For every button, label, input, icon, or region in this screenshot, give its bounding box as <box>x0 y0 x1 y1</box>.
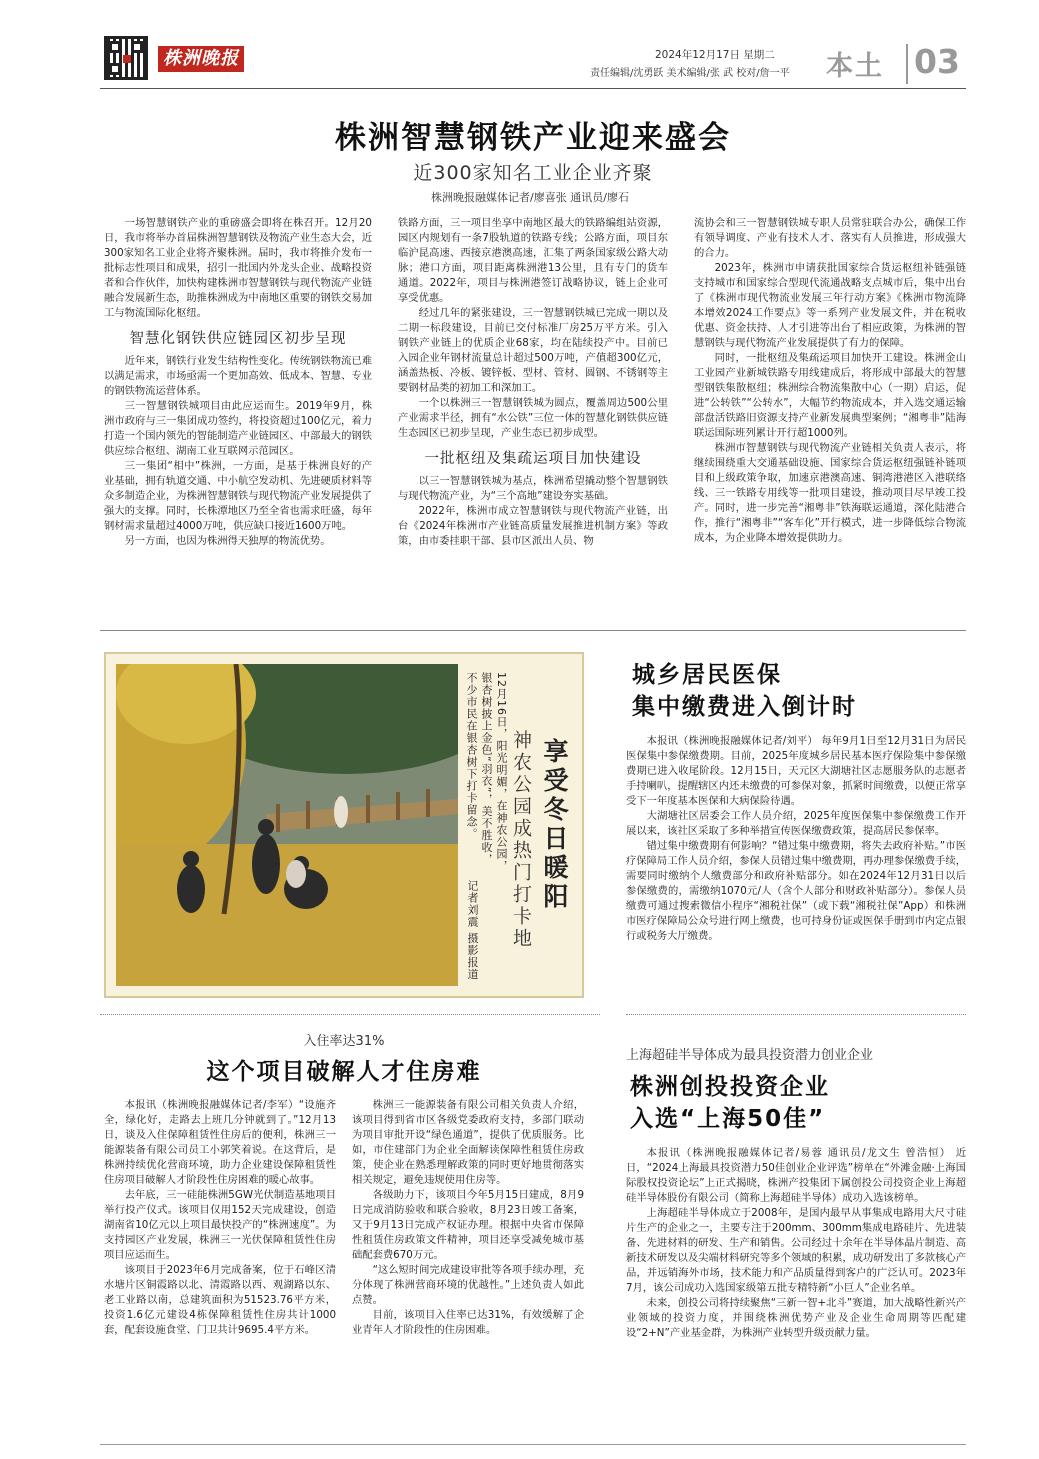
paragraph: 铁路方面，三一项目坐享中南地区最大的铁路编组站资源，园区内规划有一条7股轨道的铁路专线；公路方面，项目东临沪昆高速、西接京港澳高速，汇集了两条国家级公路大动脉；港口方面，项目距离株洲港13公里，且有专门的货车通道。2022年，项目与株洲港签订战略协议，链上企业可享受优惠。 <box>398 217 668 304</box>
paragraph: 上海超硅半导体成立于2008年，是国内最早从事集成电路用大尺寸硅片生产的企业之一，主要专注于200mm、300mm集成电路硅片、先进装备、先进材料的研发、生产和销售。公司经过十余年在半导体晶片制造、高新技术研发以及尖端材料研究等多个领域的积累，成功研发出了多款核心产品，并远销海外市场，技术能力和产品质量得到客户的广泛认可。2023年7月，该公司成功入选国家级第五批专精特新“小巨人”企业名单。 <box>626 1207 966 1294</box>
photo-credit: 记者刘震 摄影报道 <box>466 880 479 981</box>
paragraph: 流协会和三一智慧钢铁城专职人员常驻联合办公，确保工作有领导调度、产业有技术人才、落实有人员推进，形成强大的合力。 <box>694 217 966 259</box>
page-number: 03 <box>914 42 960 81</box>
housing-title: 这个项目破解人才住房难 <box>206 1059 482 1085</box>
photo-caption: 12月16日，阳光明媚，在神农公园，银杏树披上金色“羽衣”，美不胜收，不少市民在银杏树下打卡留念。 <box>465 672 508 872</box>
photo-title: 享受冬日暖阳 <box>540 738 569 912</box>
paragraph: 近年来，钢铁行业发生结构性变化。传统钢铁物流已难以满足需求，市场亟需一个更加高效、低成本、智慧、专业的钢铁物流运营体系。 <box>104 355 372 397</box>
paragraph: 一场智慧钢铁产业的重磅盛会即将在株召开。12月20日，我市将举办首届株洲智慧钢铁及物流产业生态大会，近300家知名工业企业将齐聚株洲。届时，我市将推介发布一批标志性项目和成果，招引一批国内外龙头企业、战略投资者和合作伙伴，加快构建株洲市智慧钢铁与现代物流产业链融合发展新生态，助推株洲成为中南地区重要的钢铁交易加工与物流国际化枢纽。 <box>104 217 372 319</box>
section-heading: 智慧化钢铁供应链园区初步呈现 <box>129 331 347 347</box>
issue-date: 2024年12月17日 星期二 <box>655 49 775 61</box>
housing-column-2 <box>352 1098 584 1438</box>
medical-title-line2: 集中缴费进入倒计时 <box>632 694 857 720</box>
masthead-rule <box>100 88 966 89</box>
venture-body <box>626 1146 966 1438</box>
paragraph: 2022年，株洲市成立智慧钢铁与现代物流产业链，出台《2024年株洲市产业链高质量发展推进机制方案》等政策，由市委挂职干部、县市区派出人员、物 <box>398 505 668 547</box>
paragraph: “这么短时间完成建设审批等各项手续办理，充分体现了株洲营商环境的优越性。”上述负责人如此点赞。 <box>352 1264 584 1306</box>
paragraph: 该项目于2023年6月完成备案，位于石峰区清水塘片区铜霞路以北、清霞路以西、观湖路以东、老工业路以南，总建筑面积为51523.76平方米，投资1.6亿元建设4栋保障租赁性住房共计1000套，配套设施食堂、门卫共计9695.4平方米。 <box>104 1264 336 1336</box>
paragraph: 一个以株洲三一智慧钢铁城为圆点，覆盖周边500公里产业需求半径，拥有“水公铁”三位一体的智慧化钢铁供应链生态园区已初步呈现，产业生态已初步成型。 <box>398 397 668 439</box>
section-divider <box>906 44 908 84</box>
lead-column-1 <box>104 216 372 612</box>
paragraph: 经过几年的紧张建设，三一智慧钢铁城已完成一期以及二期一标段建设，目前已交付标准厂房25万平方米。引入钢铁产业链上的优质企业68家，均在陆续投产中。目前已入园企业年钢材流量总计超过500万吨，产值超300亿元，涵盖热板、冷板、镀锌板、型材、管材、圆钢、不锈钢等主要钢材品类的初加工和深加工。 <box>398 307 668 394</box>
paragraph: 本报讯（株洲晚报融媒体记者/刘平） 每年9月1日至12月31日为居民医保集中参保缴费期。目前，2025年度城乡居民基本医疗保险集中参保缴费期已进入收尾阶段。12月15日，天元区大湖塘社区志愿服务队的志愿者手持喇叭，提醒辖区内还未缴费的可参保对象，抓紧时间缴费，以便正常享受下一年度基本医保和大病保险待遇。 <box>626 735 966 807</box>
venture-title-line1: 株洲创投投资企业 <box>630 1074 830 1100</box>
paragraph: 三一集团“相中”株洲，一方面，是基于株洲良好的产业基础，拥有轨道交通、中小航空发动机、先进硬质材料等众多制造企业，为株洲智慧钢铁与现代物流产业发展提供了强大的支撑。同时，长株潭地区乃至全省也需求旺盛，每年钢材需求量超过4000万吨，供应缺口接近1600万吨。 <box>104 460 372 532</box>
section-heading: 一批枢纽及集疏运项目加快建设 <box>424 451 642 467</box>
paragraph: 本报讯（株洲晚报融媒体记者/李军）“设施齐全，绿化好，走路去上班几分钟就到了。”12月13日，谈及入住保障租赁性住房后的便利，株洲三一能源装备有限公司员工小郭笑着说。在这背后，是株洲持续优化营商环境，助力企业建设保障租赁性住房项目破解人才阶段性住房困难的暖心故事。 <box>104 1099 336 1186</box>
park-photo <box>116 664 458 986</box>
medical-body <box>626 734 966 1004</box>
paragraph: 目前，该项目入住率已达31%，有效缓解了企业青年人才阶段性的住房困难。 <box>352 1309 584 1336</box>
editors-line: 责任编辑/沈勇跃 美术编辑/张 武 校对/詹一平 <box>590 68 790 79</box>
paragraph: 另一方面，也因为株洲得天独厚的物流优势。 <box>124 535 331 547</box>
qr-code <box>104 36 148 80</box>
housing-kicker: 入住率达31% <box>303 1034 385 1049</box>
medical-title-line1: 城乡居民医保 <box>632 662 782 688</box>
paragraph: 2023年，株洲市申请获批国家综合货运枢纽补链强链支持城市和国家综合型现代流通战略支点城市后，集中出台了《株洲市现代物流业发展三年行动方案》《株洲市物流降本增效2024工作要点》等一系列产业发展文件，并在税收优惠、资金扶持、人才引进等出台了相应政策，为株洲的智慧钢铁与现代物流产业发展提供了有力的保障。 <box>694 262 966 349</box>
paragraph: 株洲市智慧钢铁与现代物流产业链相关负责人表示，将继续围绕重大交通基础设施、国家综合货运枢纽强链补链项目和上级政策争取，加速京港澳高速、铜湾港港区入港联络线、三一铁路专用线等一批项目建设，推动项目尽早竣工投产。同时，进一步完善“湘粤非”铁海联运通道，深化陆港合作，推行“湘粤非”“客车化”开行模式，进一步降低综合物流成本，为企业降本增效提供助力。 <box>694 442 966 544</box>
paragraph: 以三一智慧钢铁城为基点，株洲希望撬动整个智慧钢铁与现代物流产业，为“三个高地”建设夯实基础。 <box>398 475 668 502</box>
lead-subtitle: 近300家知名工业企业齐聚 <box>413 162 653 184</box>
newspaper-logo: 株洲晚报 <box>158 46 244 72</box>
paragraph: 同时，一批枢纽及集疏运项目加快开工建设。株洲金山工业园产业新城铁路专用线建成后，将形成中部最大的智慧型钢铁集散枢纽；株洲综合物流集散中心（一期）启运，促进“公转铁”“公转水”，大幅节约物流成本，并入选交通运输部盘活铁路旧资源支持产业新发展典型案例；“湘粤非”陆海联运国际班列累计开行超1000列。 <box>694 352 966 439</box>
paragraph: 三一智慧钢铁城项目由此应运而生。2019年9月，株洲市政府与三一集团成功签约，将投资超过100亿元，着力打造一个国内领先的智能制造产业链园区、中部最大的钢铁供应综合枢纽、湖南工业互联网示范园区。 <box>104 400 372 457</box>
paragraph: 未来，创投公司将持续聚焦“三新一智+北斗”赛道，加大战略性新兴产业领域的投资力度，并围绕株洲优势产业及企业生命周期等匹配建设“2+N”产业基金群，为株洲产业转型升级贡献力量。 <box>626 1297 966 1339</box>
photo-subtitle: 神农公园成热门打卡地 <box>510 730 532 950</box>
section-rule <box>100 1014 600 1015</box>
lead-column-2 <box>398 216 668 612</box>
section-rule <box>626 1014 966 1015</box>
section-name: 本土 <box>826 51 884 82</box>
paragraph: 本报讯（株洲晚报融媒体记者/易蓉 通讯员/龙文生 曾浩恒） 近日，“2024上海最具投资潜力50佳创业企业评选”榜单在“外滩金融·上海国际股权投资论坛”上正式揭晓，株洲产投集团下属创投公司投资企业上海超硅半导体股份有限公司（简称上海超硅半导体）成功入选该榜单。 <box>626 1147 966 1204</box>
lead-byline: 株洲晚报融媒体记者/廖喜张 通讯员/廖石 <box>431 191 629 204</box>
footer-rule <box>100 1444 966 1445</box>
paragraph: 错过集中缴费期有何影响？“错过集中缴费期，将失去政府补贴。”市医疗保障局工作人员介绍，参保人员错过集中缴费期，再办理参保缴费手续，需要同时缴纳个人缴费部分和政府补贴部分。如在2024年12月31日以后参保缴费的，需缴纳1070元/人（含个人部分和财政补贴部分）。参保人员缴费可通过搜索微信小程序“湘税社保”（或下载“湘税社保”App）和株洲市医疗保障局公众号进行网上缴费，也可持身份证或医保手册到市内定点银行或税务大厅缴费。 <box>626 840 966 942</box>
lead-title: 株洲智慧钢铁产业迎来盛会 <box>335 120 731 156</box>
venture-title-line2: 入选“上海50佳” <box>630 1106 826 1132</box>
paragraph: 去年底，三一硅能株洲5GW光伏制造基地项目举行投产仪式。该项目仅用152天完成建设，创造湖南省10亿元以上项目最快投产的“株洲速度”。为支持园区产业发展，株洲三一光伏保障租赁性住房项目应运而生。 <box>104 1189 336 1261</box>
venture-kicker: 上海超硅半导体成为最具投资潜力创业企业 <box>626 1048 874 1063</box>
paragraph: 大湖塘社区居委会工作人员介绍，2025年度医保集中参保缴费工作开展以来，该社区采取了多种举措宣传医保缴费政策，提高居民参保率。 <box>626 810 966 837</box>
lead-column-3 <box>694 216 966 612</box>
paragraph: 株洲三一能源装备有限公司相关负责人介绍，该项目得到省市区各级党委政府支持，多部门联动为项目审批开设“绿色通道”，提供了优质服务。比如，市住建部门为企业全面解读保障性租赁住房政策，使企业在熟悉理解政策的同时更好地贯彻落实相关规定，避免违规使用住房等。 <box>352 1099 584 1186</box>
section-rule <box>100 630 966 631</box>
housing-column-1 <box>104 1098 336 1438</box>
paragraph: 各级助力下，该项目今年5月15日建成，8月9日完成消防验收和联合验收，8月23日竣工备案，又于9月13日完成产权证办理。根据中央省市保障性租赁住房政策文件精神，项目还享受减免城市基础配套费670万元。 <box>352 1189 584 1261</box>
